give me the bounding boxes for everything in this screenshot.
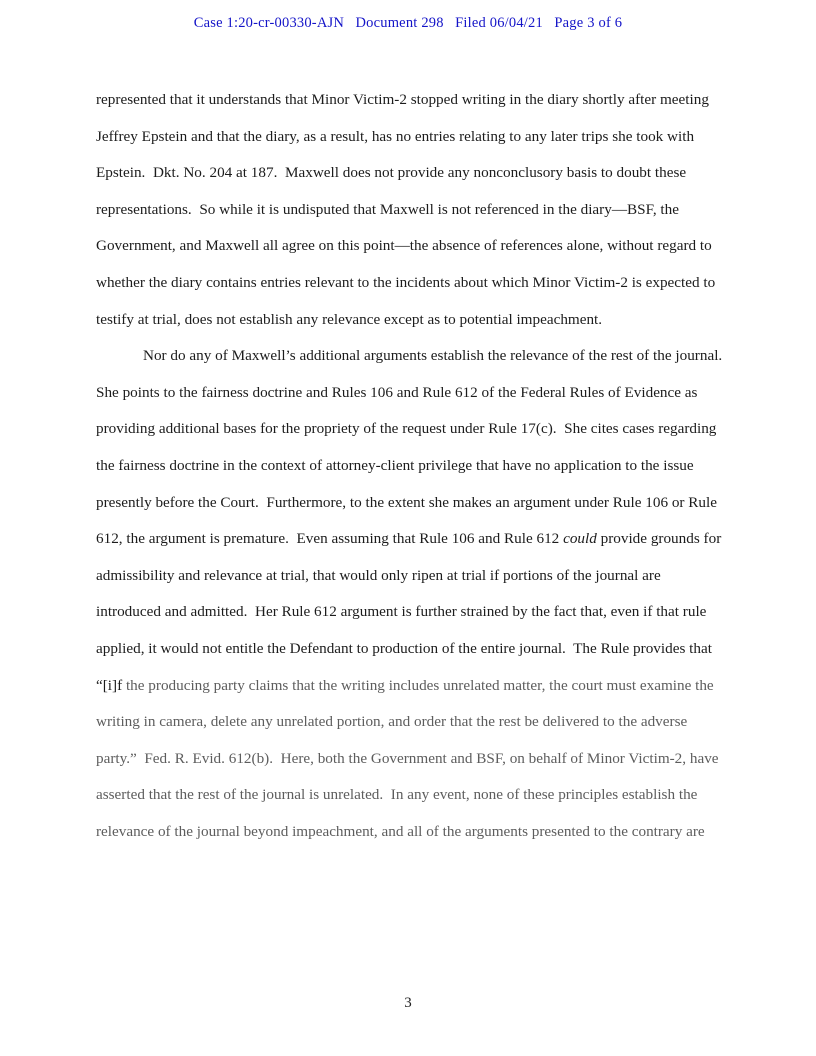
paragraph-2-text-seg1: Nor do any of Maxwell’s additional arguments establish the relevance of the rest of the journal. She points to the fairness doctrine and Rules 106 and Rule 612 of the Federal Rules of Evidence as providing additional bases for the propriety of the request under Rule 17(c). She cites cases regarding the fairness doctrine in the context of attorney-client privilege that have no application to the issue presently before the Court. Furthermore, to the extent she makes an argument under Rule 106 or Rule 612, the argument is premature. Even assuming that Rule 106 and Rule 612 — [96, 347, 730, 548]
paragraph-2 — [96, 338, 730, 850]
paragraph-1-text: represented that it understands that Minor Victim-2 stopped writing in the diary shortly after meeting Jeffrey Epstein and that the diary, as a result, has no entries relating to any later trips she took with Epstein. Dkt. No. 204 at 187. Maxwell does not provide any nonconclusory basis to doubt these representations. So while it is undisputed that Maxwell is not referenced in the diary—BSF, the Government, and Maxwell all agree on this point—the absence of references alone, without regard to whether the diary contains entries relevant to the incidents about which Minor Victim-2 is expected to testify at trial, does not establish any relevance except as to potential impeachment. — [96, 91, 720, 328]
paragraph-2-text-seg3-faded: the producing party claims that the writing includes unrelated matter, the court must examine the writing in camera, delete any unrelated portion, and order that the rest be delivered to the adverse party.” Fed. R. Evid. 612(b). Here, both the Government and BSF, on behalf of Minor Victim-2, have asserted that the rest of the journal is unrelated. In any event, none of these principles establish the relevance of the journal beyond impeachment, and all of the arguments presented to the contrary are — [96, 676, 723, 840]
paragraph-2-italic-word: could — [563, 530, 597, 548]
ecf-case-stamp: Case 1:20-cr-00330-AJN Document 298 Filed 06/04/21 Page 3 of 6 — [193, 15, 623, 31]
paragraph-2-text-seg2: provide grounds for admissibility and relevance at trial, that would only ripen at trial if portions of the journal are introduced and admitted. Her Rule 612 argument is further strained by the fact that, even if that rule applied, it would not entitle the Defendant to production of the entire journal. The Rule provides that “[i]f — [96, 530, 726, 694]
paragraph-1 — [96, 82, 724, 338]
document-body — [96, 82, 730, 850]
page-number: 3 — [404, 995, 412, 1011]
